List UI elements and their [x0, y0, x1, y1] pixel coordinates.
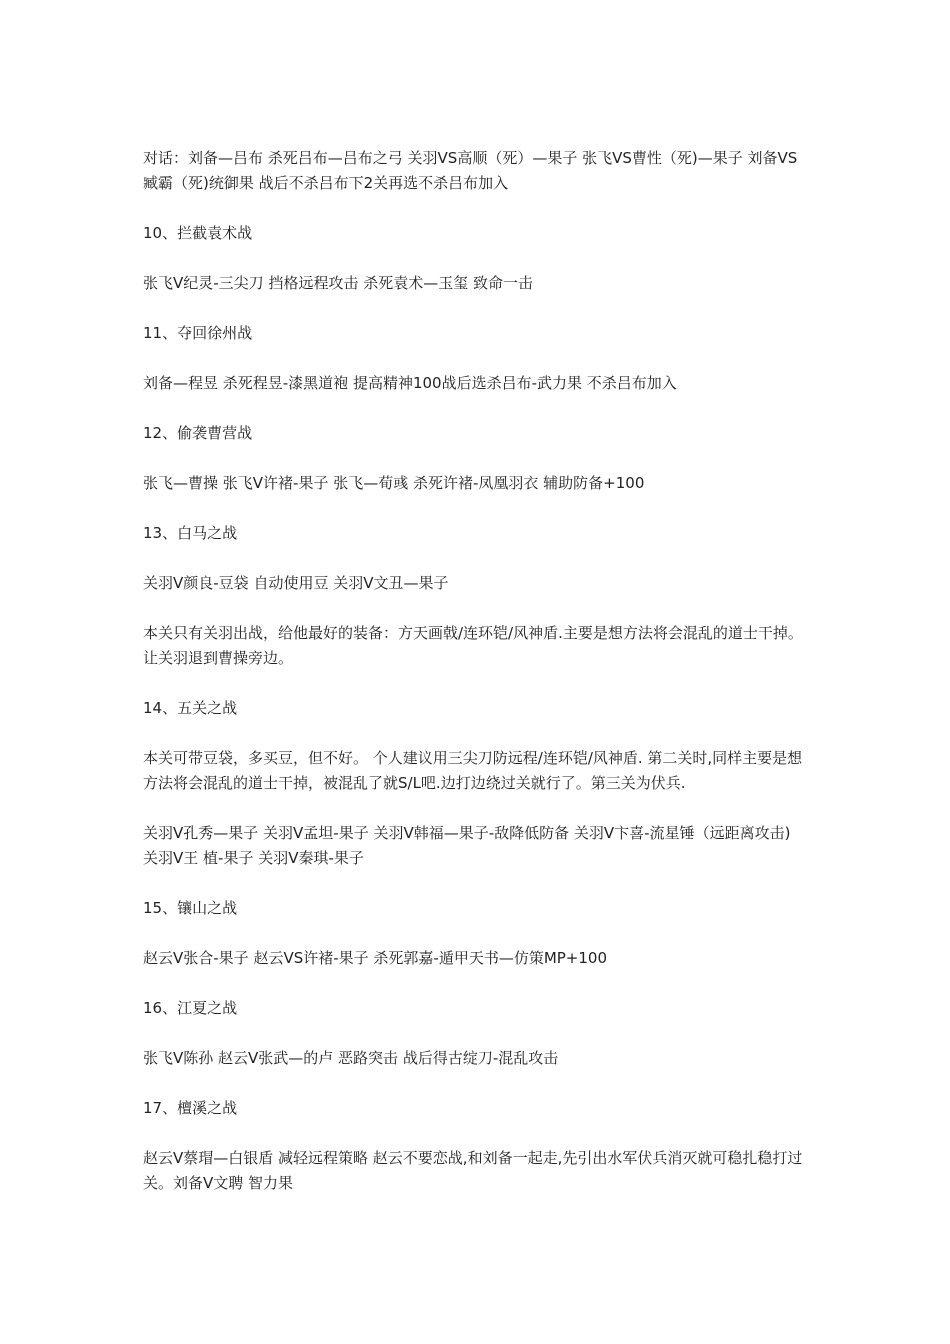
section-heading-13: 13、白马之战 [143, 524, 238, 542]
section-heading-10: 10、拦截袁术战 [143, 224, 253, 242]
paragraph-17: 赵云V蔡瑁—白银盾 减轻远程策略 赵云不要恋战,和刘备一起走,先引出水军伏兵消灭就可稳扎稳打过关。刘备V文聘 智力果 [143, 1149, 803, 1192]
section-heading-16: 16、江夏之战 [143, 999, 238, 1017]
paragraph-13-a: 关羽V颜良-豆袋 自动使用豆 关羽V文丑—果子 [143, 574, 449, 592]
paragraph-10: 张飞V纪灵-三尖刀 挡格远程攻击 杀死袁术—玉玺 致命一击 [143, 274, 533, 292]
paragraph-14-a: 本关可带豆袋，多买豆，但不好。 个人建议用三尖刀防远程/连环铠/风神盾. 第二关时,同样主要是想方法将会混乱的道士干掉，被混乱了就S/L吧.边打边绕过关就行了。第三关为伏兵. [143, 749, 803, 792]
paragraph-16: 张飞V陈孙 赵云V张武—的卢 恶路突击 战后得古绽刀-混乱攻击 [143, 1049, 559, 1067]
paragraph-15: 赵云V张合-果子 赵云VS许褚-果子 杀死郭嘉-遁甲天书—仿策MP+100 [143, 949, 608, 967]
paragraph-13-b: 本关只有关羽出战，给他最好的装备：方天画戟/连环铠/风神盾.主要是想方法将会混乱的道士干掉。让关羽退到曹操旁边。 [143, 624, 803, 667]
document-page [143, 146, 808, 1221]
paragraph-14-b: 关羽V孔秀—果子 关羽V孟坦-果子 关羽V韩福—果子-敌降低防备 关羽V卞喜-流星锤（远距离攻击) 关羽V王 植-果子 关羽V秦琪-果子 [143, 824, 791, 867]
paragraph-dialogue: 对话：刘备—吕布 杀死吕布—吕布之弓 关羽VS高顺（死）—果子 张飞VS曹性（死)—果子 刘备VS臧霸（死)统御果 战后不杀吕布下2关再选不杀吕布加入 [143, 149, 798, 192]
paragraph-11: 刘备—程昱 杀死程昱-漆黑道袍 提高精神100战后选杀吕布-武力果 不杀吕布加入 [143, 374, 677, 392]
section-heading-14: 14、五关之战 [143, 699, 238, 717]
paragraph-12: 张飞—曹操 张飞V许褚-果子 张飞—荀彧 杀死许褚-凤凰羽衣 辅助防备+100 [143, 474, 645, 492]
section-heading-12: 12、偷袭曹营战 [143, 424, 253, 442]
section-heading-11: 11、夺回徐州战 [143, 324, 253, 342]
section-heading-17: 17、檀溪之战 [143, 1099, 238, 1117]
section-heading-15: 15、镶山之战 [143, 899, 238, 917]
